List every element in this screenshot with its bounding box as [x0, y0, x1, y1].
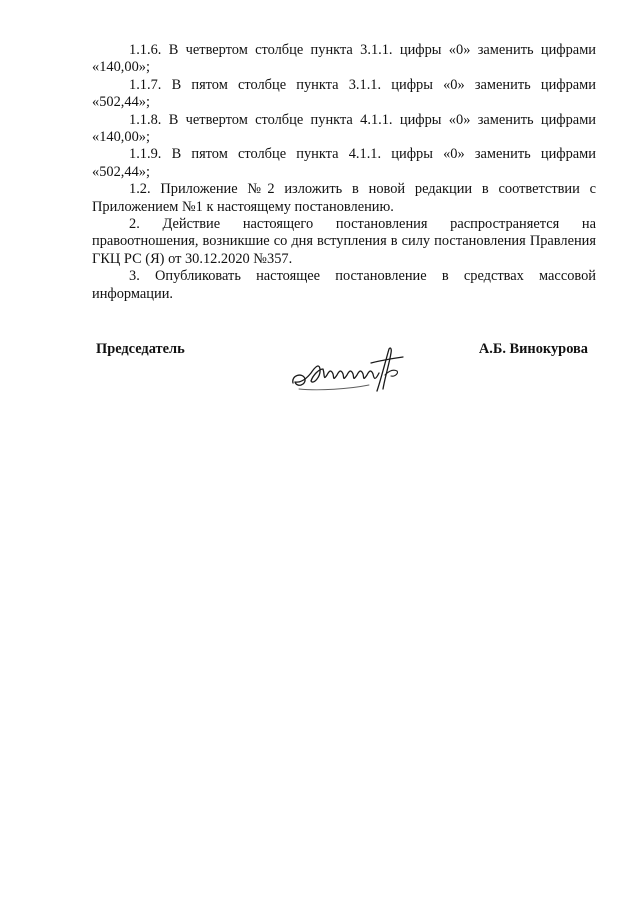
- handwritten-signature: [289, 345, 409, 397]
- signature-block: [96, 341, 588, 401]
- clause-1-1-6: 1.1.6. В четвертом столбце пункта 3.1.1. цифры «0» заменить цифрами «140,00»;: [92, 42, 596, 76]
- clause-1-1-8: 1.1.8. В четвертом столбце пункта 4.1.1. цифры «0» заменить цифрами «140,00»;: [92, 111, 596, 146]
- signatory-title: Председатель: [96, 341, 185, 357]
- clause-1-2: 1.2. Приложение №2 изложить в новой редакции в соответствии с Приложением №1 к настоящему постановлению.: [92, 181, 596, 215]
- document-body: [92, 42, 596, 303]
- signatory-name: А.Б. Винокурова: [478, 341, 588, 357]
- clause-3: 3. Опубликовать настоящее постановление в средствах массовой информации.: [92, 268, 596, 302]
- clause-2: 2. Действие настоящего постановления распространяется на правоотношения, возникшие со дня вступления в силу постановления Правления ГКЦ РС (Я) от 30.12.2020 №357.: [92, 216, 596, 267]
- clause-1-1-7: 1.1.7. В пятом столбце пункта 3.1.1. цифры «0» заменить цифрами «502,44»;: [92, 76, 596, 111]
- clause-1-1-9: 1.1.9. В пятом столбце пункта 4.1.1. цифры «0» заменить цифрами «502,44»;: [92, 146, 596, 180]
